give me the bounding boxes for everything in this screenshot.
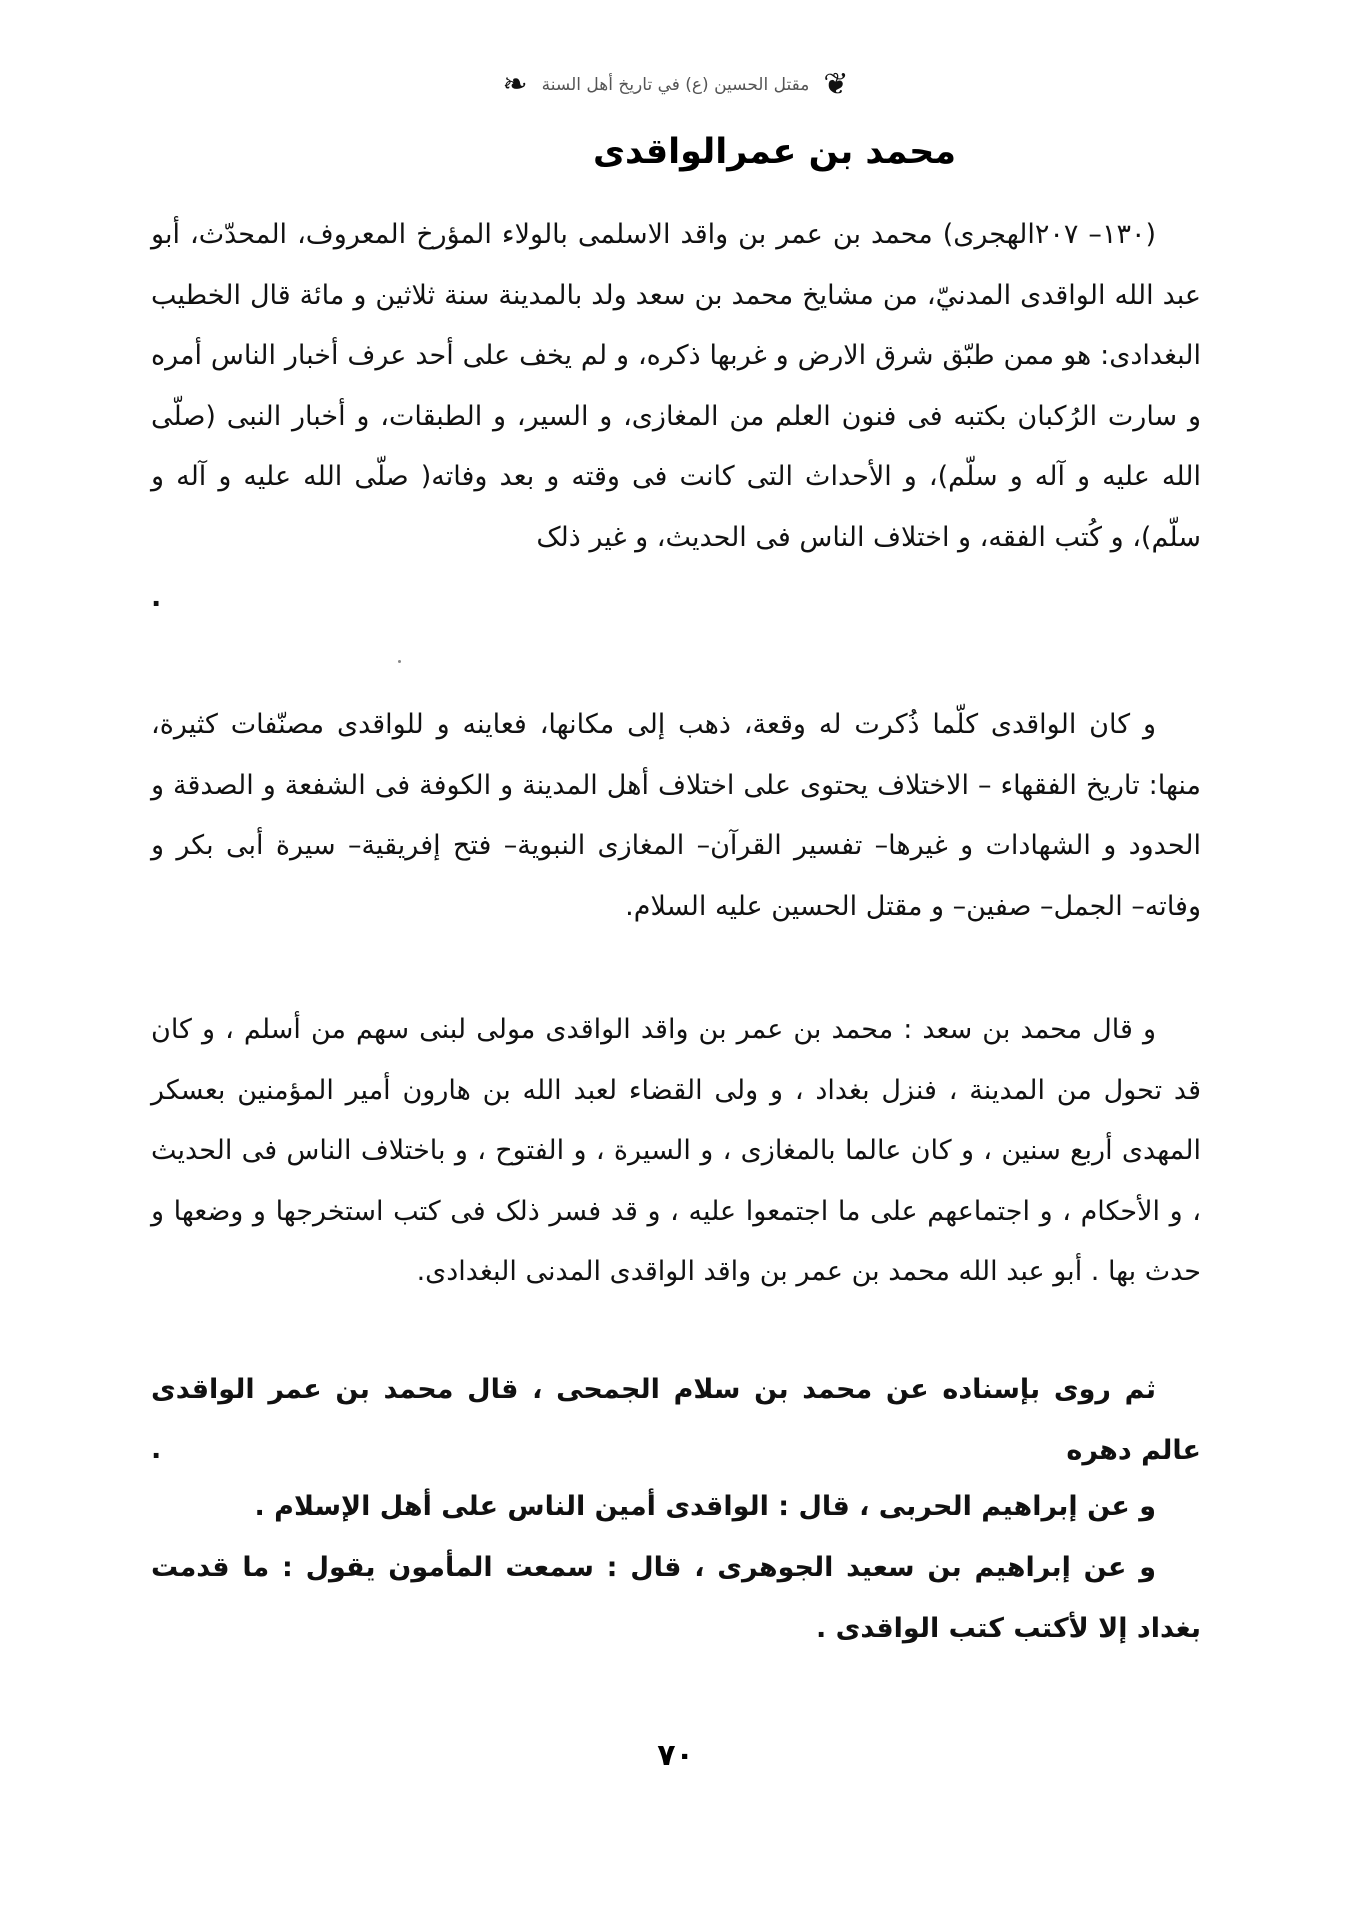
running-header [0, 67, 1351, 102]
paragraph-ibn-saad: و قال محمد بن سعد : محمد بن عمر بن واقد الواقدى مولى لبنى سهم من أسلم ، و كان قد تحول من المدينة ، فنزل بغداد ، و ولى القضاء لعبد الله بن هارون أمير المؤمنين بعسكر المهدى أربع سنين ، و كان عالما بالمغازى ، و السيرة ، و الفتوح ، و باختلاف الناس فى الحديث ، و الأحكام ، و اجتماعهم على ما اجتمعوا عليه ، و قد فسر ذلک فى كتب استخرجها و وضعها و حدث بها . أبو عبد الله محمد بن عمر بن واقد الواقدى المدنى البغدادى. [151, 1014, 1201, 1287]
paragraph-end-dot: . [151, 1434, 162, 1465]
paragraph-harbi: و عن إبراهيم الحربى ، قال : الواقدى أمين الناس على أهل الإسلام . [254, 1491, 1156, 1522]
scan-speck [398, 660, 401, 663]
book-ornament-icon: ❧ [502, 67, 528, 102]
paragraph-biography: (١٣٠– ٢٠٧الهجرى) محمد بن عمر بن واقد الاسلمى بالولاء المؤرخ المعروف، المحدّث، أبو عبد الله الواقدى المدنيّ، من مشايخ محمد بن سعد ولد بالمدينة سنة ثلاثين و مائة قال الخطيب البغدادى: هو ممن طبّق شرق الارض و غربها ذكره، و لم يخف على أحد عرف أخبار الناس أمره و سارت الرُكبان بكتبه فى فنون العلم من المغازى، و السير، و الطبقات، و أخبار النبى (صلّى الله عليه و آله و سلّم)، و الأحداث التى كانت فى وقته و بعد وفاته( صلّى الله عليه و آله و سلّم)، و كُتب الفقه، و اختلاف الناس فى الحديث، و غير ذلک [151, 219, 1201, 553]
book-ornament-icon: ❦ [823, 67, 849, 102]
running-header-title: مقتل الحسين (ع) في تاريخ أهل السنة [541, 75, 810, 95]
paragraph-end-dot: . [151, 582, 162, 613]
paragraph-jawhari: و عن إبراهيم بن سعيد الجوهرى ، قال : سمعت المأمون يقول : ما قدمت بغداد إلا لأكتب كتب الواقدى . [151, 1552, 1201, 1644]
page-title: محمد بن عمرالواقدى [592, 132, 956, 172]
paragraph-jumahi: ثم روى بإسناده عن محمد بن سلام الجمحى ، قال محمد بن عمر الواقدى عالم دهره [151, 1374, 1201, 1466]
page-number: ٧٠ [657, 1738, 694, 1773]
paragraph-works: و كان الواقدى كلّما ذُكرت له وقعة، ذهب إلى مكانها، فعاينه و للواقدى مصنّفات كثيرة، منها: تاريخ الفقهاء – الاختلاف يحتوى على اختلاف أهل المدينة و الكوفة فى الشفعة و الصدقة و الحدود و الشهادات و غيرها– تفسير القرآن– المغازى النبوية– فتح إفريقية– سيرة أبى بكر و وفاته– الجمل– صفين– و مقتل الحسين عليه السلام. [151, 709, 1201, 922]
